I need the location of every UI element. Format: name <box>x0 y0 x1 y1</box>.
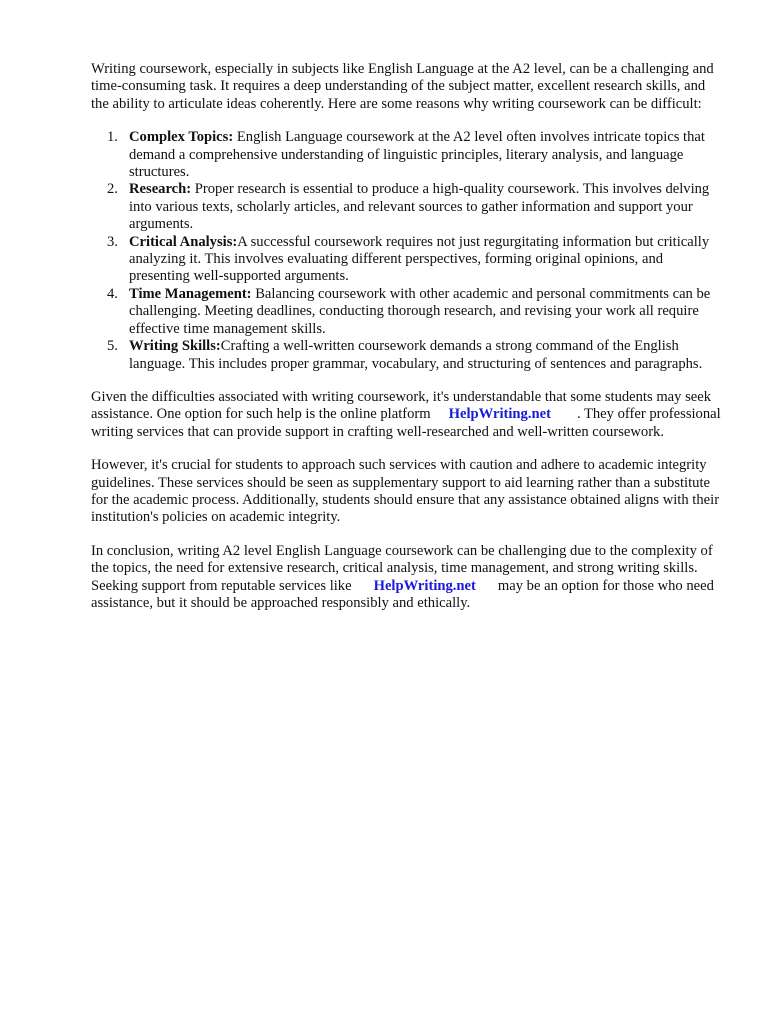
caution-paragraph: However, it's crucial for students to approach such services with caution and adhere to academic integrity guidelines. These services should be seen as supplementary support to aid learning rather than a substitute for the academic process. Additionally, students should ensure that any assistance obtained aligns with their institution's policies on academic integrity. <box>91 457 720 526</box>
list-number: 5. <box>107 338 118 355</box>
reason-term: Critical Analysis: <box>129 233 238 250</box>
reason-item-research <box>91 181 723 233</box>
document-page <box>91 61 723 628</box>
list-number: 4. <box>107 285 118 302</box>
reason-term: Writing Skills: <box>129 338 221 355</box>
assistance-text-after: . They offer professional writing services that can provide support in crafting well-researched and well-written coursework. <box>91 406 721 440</box>
list-number: 2. <box>107 181 118 198</box>
reason-term: Time Management: <box>129 285 252 302</box>
assistance-text-before: Given the difficulties associated with writing coursework, it's understandable that some students may seek assistance. One option for such help is the online platform <box>91 388 712 423</box>
helpwriting-link-conclusion[interactable]: HelpWriting.net <box>373 577 476 594</box>
reason-term: Research: <box>129 181 192 198</box>
reason-text: Balancing coursework with other academic and personal commitments can be challenging. Meeting deadlines, conducting thorough research, and revising your work all require effective time management skills. <box>129 285 711 337</box>
conclusion-paragraph <box>91 543 723 613</box>
reason-text: English Language coursework at the A2 level often involves intricate topics that demand a comprehensive understanding of linguistic principles, literary analysis, and language structures. <box>129 129 705 181</box>
reason-item-critical-analysis <box>91 234 723 286</box>
conclusion-text-before: In conclusion, writing A2 level English Language coursework can be challenging due to the complexity of the topics, the need for extensive research, critical analysis, time management, and strong writing skills. Seeking support from reputable services like <box>91 542 713 594</box>
reason-item-complex-topics <box>91 129 723 181</box>
reason-text: A successful coursework requires not just regurgitating information but critically analyzing it. This involves evaluating different perspectives, forming original opinions, and presenting well-supported arguments. <box>129 233 710 285</box>
list-number: 3. <box>107 233 118 250</box>
reason-text: Proper research is essential to produce a high-quality coursework. This involves delving into various texts, scholarly articles, and relevant sources to gather information and support your arguments. <box>129 181 710 233</box>
assistance-paragraph <box>91 389 723 441</box>
intro-paragraph: Writing coursework, especially in subjects like English Language at the A2 level, can be a challenging and time-consuming task. It requires a deep understanding of the subject matter, excellent research skills, and the ability to articulate ideas coherently. Here are some reasons why writing coursework can be difficult: <box>91 61 714 112</box>
reason-item-writing-skills <box>91 338 723 373</box>
list-number: 1. <box>107 129 118 146</box>
reasons-list <box>91 129 723 373</box>
reason-item-time-management <box>91 286 723 338</box>
reason-term: Complex Topics: <box>129 129 234 146</box>
conclusion-text-after: may be an option for those who need assistance, but it should be approached responsibly and ethically. <box>91 577 714 611</box>
reason-text: Crafting a well-written coursework demands a strong command of the English language. This includes proper grammar, vocabulary, and structuring of sentences and paragraphs. <box>129 338 703 372</box>
helpwriting-link[interactable]: HelpWriting.net <box>448 406 551 423</box>
